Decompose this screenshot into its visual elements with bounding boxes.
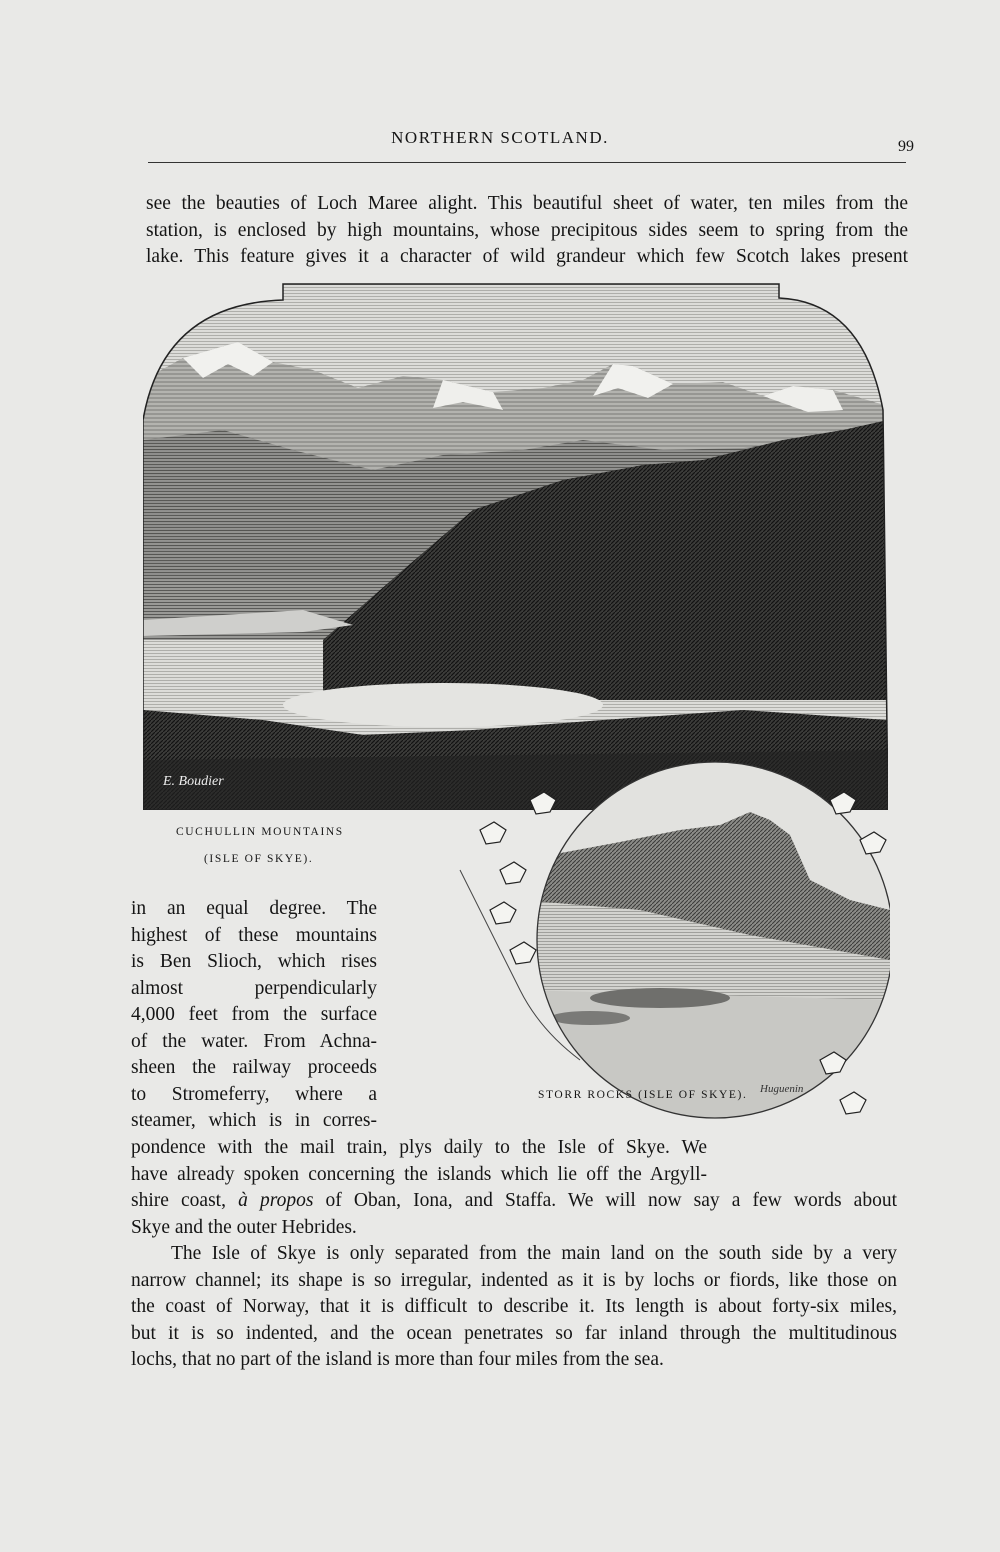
main-caption-location: (ISLE OF SKYE). [204,853,314,865]
text-fragment: of Oban, Iona, and Staffa. We will now say a few words about [313,1190,897,1211]
text-line: of the water. From Achna- [131,1030,377,1052]
wide-column-text [131,1135,897,1374]
engraver-signature: E. Boudier [163,774,224,789]
italic-phrase: à propos [238,1190,314,1211]
text-line: steamer, which is in corres- [131,1110,377,1131]
text-line: station, is enclosed by high mountains, whose precipitous sides seem to spring from the [146,219,908,241]
top-paragraph [146,191,908,271]
cuchullin-mountains-engraving [143,280,888,810]
text-line: almost perpendicularly [131,977,377,999]
text-line: sheen the railway proceeds [131,1057,377,1078]
page-number: 99 [898,138,914,155]
text-line: lake. This feature gives it a character of wild grandeur which few Scotch lakes present [146,246,908,267]
main-caption: CUCHULLIN MOUNTAINS [176,826,344,838]
storr-rocks-medallion [420,760,890,1140]
narrow-column-text [131,896,377,1135]
text-line: is Ben Slioch, which rises [131,951,377,972]
text-line: have already spoken concerning the islands which lie off the Argyll- [131,1163,707,1185]
header-rule [148,162,906,163]
text-line: lochs, that no part of the island is more than four miles from the sea. [131,1349,664,1370]
medallion-signature: Huguenin [760,1083,804,1095]
medallion-caption: STORR ROCKS (ISLE OF SKYE). [538,1089,748,1101]
text-line: 4,000 feet from the surface [131,1004,377,1025]
text-line: but it is so indented, and the ocean penetrates so far inland through the multitudinous [131,1322,897,1344]
text-line: Skye and the outer Hebrides. [131,1216,357,1238]
text-line: narrow channel; its shape is so irregular, indented as it is by lochs or fiords, like those on [131,1269,897,1291]
text-fragment: shire coast, [131,1190,239,1211]
text-line: to Stromeferry, where a [131,1083,377,1105]
text-line: pondence with the mail train, plys daily to the Isle of Skye. We [131,1137,707,1158]
text-line: The Isle of Skye is only separated from the main land on the south side by a very [171,1243,897,1264]
text-line: in an equal degree. The [131,898,377,919]
text-line: the coast of Norway, that it is difficult to describe it. Its length is about forty-six miles, [131,1296,897,1317]
text-line: highest of these mountains [131,924,377,946]
text-line: see the beauties of Loch Maree alight. This beautiful sheet of water, ten miles from the [146,193,908,214]
running-head: NORTHERN SCOTLAND. [391,128,609,147]
text-line [131,1188,897,1215]
